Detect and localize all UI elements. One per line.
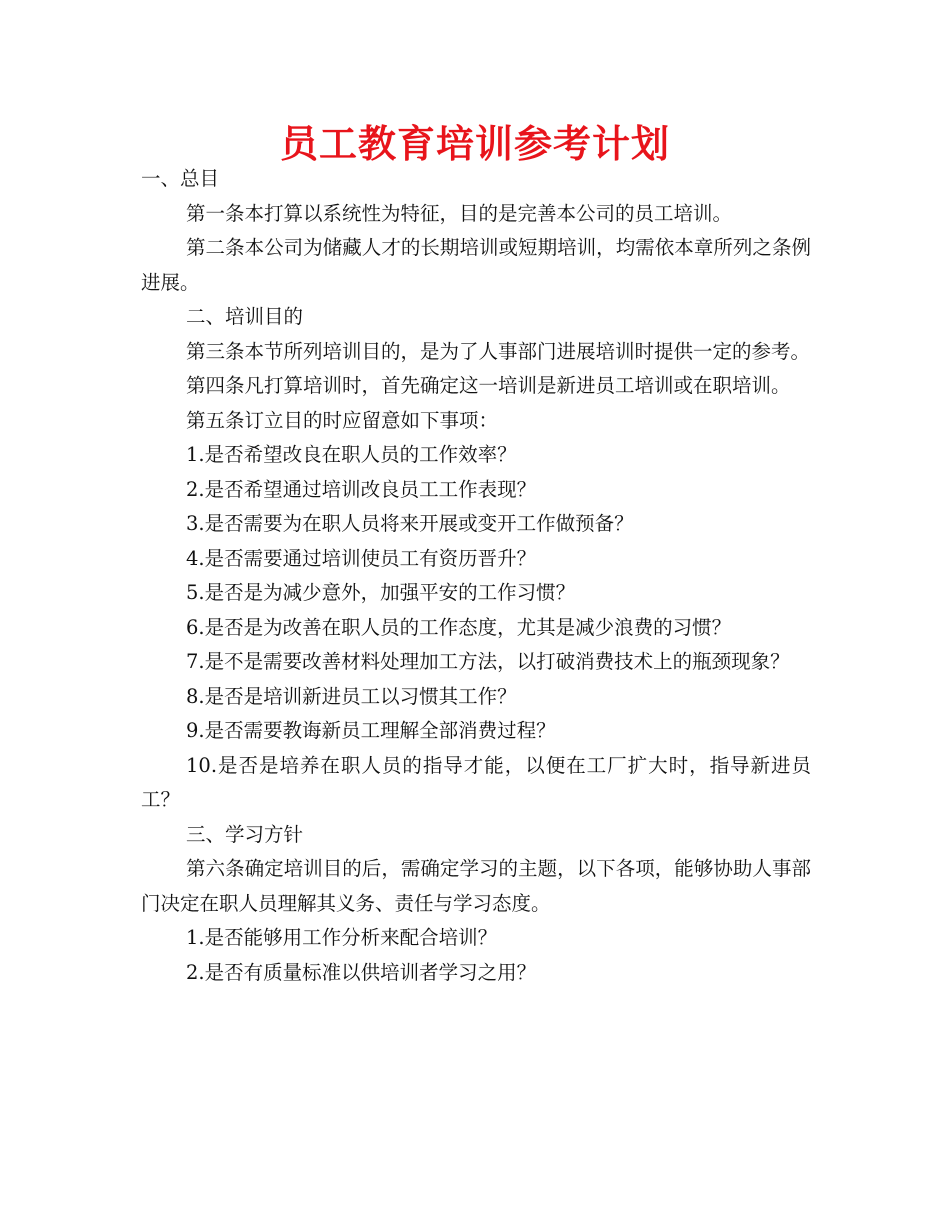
paragraph: 5.是否是为减少意外，加强平安的工作习惯？ <box>186 581 576 604</box>
paragraph: 10.是否是培养在职人员的指导才能，以便在工厂扩大时，指导新进员工？ <box>141 753 811 811</box>
paragraph: 第五条订立目的时应留意如下事项： <box>186 408 499 432</box>
paragraph: 8.是否是培训新进员工以习惯其工作？ <box>186 684 517 708</box>
paragraph: 1.是否希望改良在职人员的工作效率？ <box>186 443 517 466</box>
paragraph: 4.是否需要通过培训使员工有资历晋升？ <box>186 546 537 570</box>
paragraph: 1.是否能够用工作分析来配合培训？ <box>186 926 498 949</box>
paragraph: 三、学习方针 <box>186 822 304 846</box>
paragraph: 一、总目 <box>141 167 220 190</box>
paragraph: 第四条凡打算培训时，首先确定这一培训是新进员工培训或在职培训。 <box>186 374 791 397</box>
paragraph: 7.是不是需要改善材料处理加工方法，以打破消费技术上的瓶颈现象？ <box>186 650 790 673</box>
paragraph: 2.是否希望通过培训改良员工工作表现？ <box>186 477 537 501</box>
paragraph: 第六条确定培训目的后，需确定学习的主题，以下各项，能够协助人事部门决定在职人员理解其义务、责任与学习态度。 <box>141 857 811 915</box>
paragraph: 二、培训目的 <box>186 305 304 328</box>
paragraph: 2.是否有质量标准以供培训者学习之用？ <box>186 960 537 984</box>
document-body <box>141 162 811 990</box>
paragraph: 第一条本打算以系统性为特征，目的是完善本公司的员工培训。 <box>186 201 733 225</box>
paragraph: 第二条本公司为储藏人才的长期培训或短期培训，均需依本章所列之条例进展。 <box>141 236 811 294</box>
paragraph: 3.是否需要为在职人员将来开展或变开工作做预备？ <box>186 512 634 535</box>
paragraph: 6.是否是为改善在职人员的工作态度，尤其是减少浪费的习惯？ <box>186 615 732 639</box>
paragraph: 第三条本节所列培训目的，是为了人事部门进展培训时提供一定的参考。 <box>186 339 811 363</box>
paragraph: 9.是否需要教诲新员工理解全部消费过程？ <box>186 719 556 742</box>
document-title: 员工教育培训参考计划 <box>279 122 670 166</box>
